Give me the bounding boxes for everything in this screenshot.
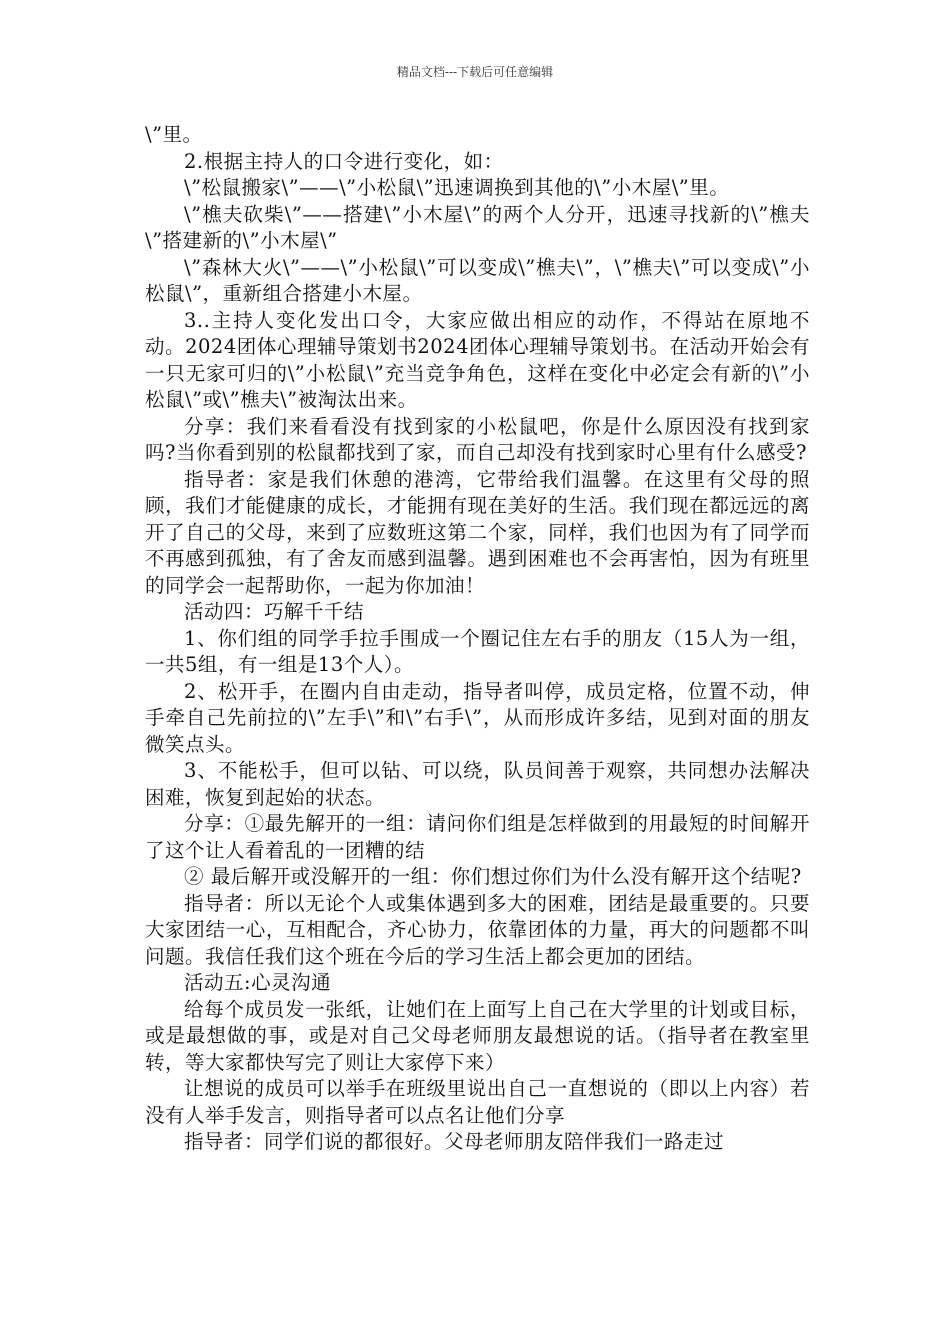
paragraph-squirrel-move: \”松鼠搬家\”——\”小松鼠\”迅速调换到其他的\”小木屋\”里。 bbox=[184, 176, 730, 199]
paragraph-guide-3: 指导者：同学们说的都很好。父母老师朋友陪伴我们一路走过 bbox=[184, 1130, 725, 1153]
paragraph-speak-up: 让想说的成员可以举手在班级里说出自己一直想说的（即以上内容）若没有人举手发言，则指导者可以点名让他们分享 bbox=[145, 1077, 810, 1127]
paragraph-write-plan: 给每个成员发一张纸，让她们在上面写上自己在大学里的计划或目标，或是最想做的事，或是对自己父母老师朋友最想说的话。（指导者在教室里转，等大家都快写完了则让大家停下来） bbox=[145, 997, 810, 1074]
paragraph-woodcutter: \”樵夫砍柴\”——搭建\”小木屋\”的两个人分开，迅速寻找新的\”樵夫\”搭建新的\”小木屋\” bbox=[145, 202, 810, 252]
page-header: 精品文档---下载后可任意编辑 bbox=[396, 65, 554, 79]
paragraph-forest-fire: \”森林大火\”——\”小松鼠\”可以变成\”樵夫\”，\”樵夫\”可以变成\”小松鼠\”，重新组合搭建小木屋。 bbox=[145, 255, 810, 305]
paragraph-guide-2: 指导者：所以无论个人或集体遇到多大的困难，团结是最重要的。只要大家团结一心，互相配合，齐心协力，依靠团体的力量，再大的问题都不叫问题。我信任我们这个班在今后的学习生活上都会更加的团结。 bbox=[145, 891, 810, 968]
paragraph-share-2b: ② 最后解开或没解开的一组：你们想过你们为什么没有解开这个结呢? bbox=[184, 865, 802, 888]
paragraph-share-2a: 分享：①最先解开的一组：请问你们组是怎样做到的用最短的时间解开了这个让人看着乱的一团糟的结 bbox=[145, 812, 810, 862]
paragraph-continuation: \”里。 bbox=[145, 123, 203, 146]
paragraph-share-1: 分享：我们来看看没有找到家的小松鼠吧，你是什么原因没有找到家吗?当你看到别的松鼠都找到了家，而自己却没有找到家时心里有什么感受? bbox=[145, 414, 810, 464]
paragraph-rule-2: 2.根据主持人的口令进行变化，如： bbox=[184, 149, 504, 173]
paragraph-step-2: 2、松开手，在圈内自由走动，指导者叫停，成员定格，位置不动，伸手牵自己先前拉的\”左手\”和\”右手\”，从而形成许多结，见到对面的朋友微笑点头。 bbox=[145, 679, 810, 756]
heading-activity-4: 活动四：巧解千千结 bbox=[184, 600, 365, 623]
paragraph-step-3: 3、不能松手，但可以钻、可以绕，队员间善于观察，共同想办法解决困难，恢复到起始的状态。 bbox=[145, 759, 810, 809]
paragraph-guide-1: 指导者：家是我们休憩的港湾，它带给我们温馨。在这里有父母的照顾，我们才能健康的成长，才能拥有现在美好的生活。我们现在都远远的离开了自己的父母，来到了应数班这第二个家，同样，我们也因为有了同学而不再感到孤独，有了舍友而感到温馨。遇到困难也不会再害怕，因为有班里的同学会一起帮助你，一起为你加油！ bbox=[145, 467, 810, 597]
heading-activity-5: 活动五:心灵沟通 bbox=[184, 971, 332, 994]
document-body bbox=[145, 122, 810, 1156]
paragraph-rule-3: 3..主持人变化发出口令，大家应做出相应的动作，不得站在原地不动。2024团体心理辅导策划书2024团体心理辅导策划书。在活动开始会有一只无家可归的\”小松鼠\”充当竞争角色，这样在变化中必定会有新的\”小松鼠\”或\”樵夫\”被淘汰出来。 bbox=[145, 308, 810, 411]
paragraph-step-1: 1、你们组的同学手拉手围成一个圈记住左右手的朋友（15人为一组，一共5组，有一组是13个人）。 bbox=[145, 626, 810, 676]
